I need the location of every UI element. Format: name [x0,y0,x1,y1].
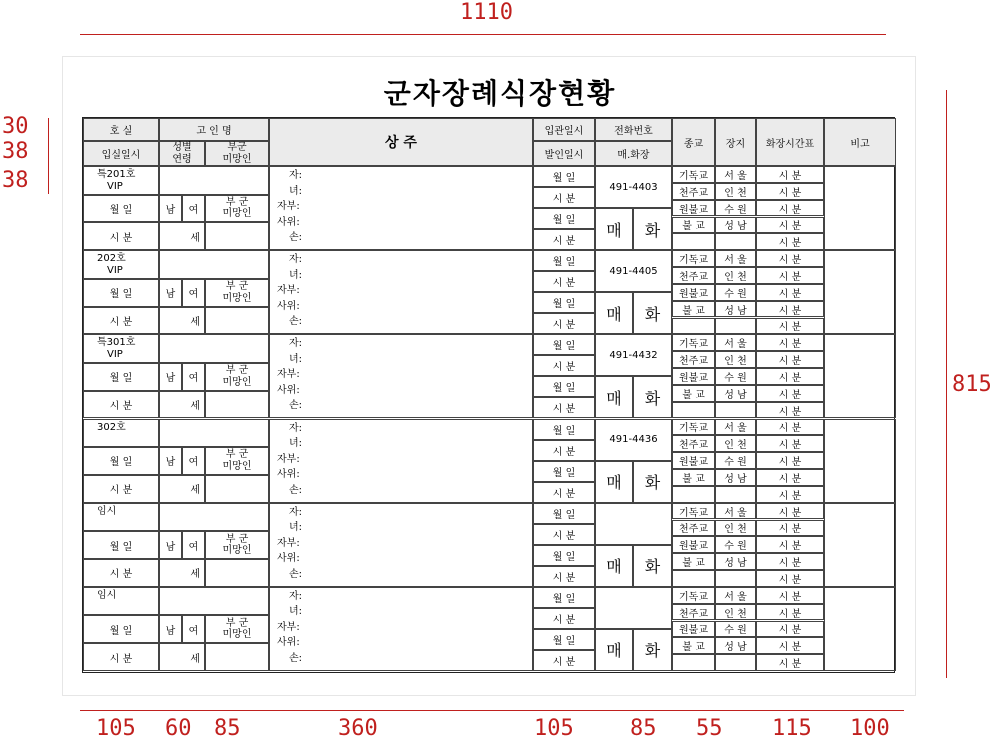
entry-date-cell: 월 일 [83,279,159,307]
religion-cell: 불 교 [672,301,715,318]
cremation-slot-cell: 시 분 [756,368,824,385]
spouse-label: 부 군 [225,196,249,208]
note-cell [824,419,896,503]
mourner-cell [269,166,533,250]
header-deceased: 고 인 명 [159,118,269,141]
religion-cell [672,318,715,335]
mourner-label-grandchild: 손: [289,484,303,496]
left-dimension-label-1: 30 [2,114,29,139]
religion-cell: 불 교 [672,637,715,654]
room-name: 특301호 [97,337,136,349]
phone-number-cell: 491-4436 [595,419,672,461]
departure-date: 월 일 [533,208,595,229]
age-cell: 세 [159,307,205,335]
gender-male: 남 [159,363,182,391]
header-burial: 장지 [715,118,756,166]
departure-time: 시 분 [533,397,595,418]
bottom-dimension-label: 60 [165,716,192,741]
deceased-name-cell [159,503,269,532]
spouse-label: 부 군 [225,617,249,629]
blank-cell [205,643,269,671]
coffin-time: 시 분 [533,440,595,461]
mourner-label-son_in_law: 사위: [277,216,300,228]
room-name: 임시 [97,505,117,517]
mourner-cell [269,334,533,418]
cremation-option-cell: 화 [633,208,672,250]
widow-label: 미망인 [222,629,252,641]
mourner-cell [269,250,533,334]
gender-male: 남 [159,447,182,475]
cremation-option-cell: 화 [633,629,672,671]
header-gender: 성별 [172,141,192,153]
mourner-label-grandchild: 손: [289,232,303,243]
phone-number-cell: 491-4403 [595,166,672,208]
burial-option-cell: 매 [595,376,633,418]
religion-cell [672,654,715,671]
mourner-label-son_in_law: 사위: [277,553,300,565]
widow-label: 미망인 [222,460,252,472]
religion-cell [672,570,715,587]
burial-option-cell: 매 [595,208,633,250]
religion-cell: 천주교 [672,267,715,284]
coffin-time: 시 분 [533,608,595,629]
departure-time: 시 분 [533,566,595,587]
religion-cell: 기독교 [672,166,715,183]
gender-female: 여 [182,363,205,391]
gender-male: 남 [159,531,182,559]
age-cell: 세 [159,559,205,587]
departure-time: 시 분 [533,229,595,250]
burial-place-cell: 성 남 [715,217,756,234]
header-burial-type: 매.화장 [595,141,672,166]
spouse-widow-cell [205,615,269,643]
religion-cell: 원불교 [672,200,715,217]
burial-place-cell: 인 천 [715,351,756,368]
room-sub: VIP [107,181,123,192]
burial-place-cell: 수 원 [715,621,756,638]
mourner-label-son: 자: [289,590,303,602]
header-departure-time: 발인일시 [533,141,595,166]
mourner-cell [269,419,533,503]
bottom-dimension-label: 105 [96,716,136,741]
burial-place-cell [715,402,756,419]
mourner-cell [269,587,533,671]
burial-place-cell: 성 남 [715,637,756,654]
entry-date-cell: 월 일 [83,531,159,559]
cremation-slot-cell: 시 분 [756,166,824,183]
mourner-label-son: 자: [289,254,303,266]
note-cell [824,166,896,250]
entry-time-cell: 시 분 [83,559,159,587]
cremation-slot-cell: 시 분 [756,402,824,419]
phone-number-cell [595,503,672,545]
burial-place-cell: 서 울 [715,250,756,267]
mourner-label-son_in_law: 사위: [277,384,300,396]
room-name: 임시 [97,589,117,601]
coffin-time: 시 분 [533,355,595,376]
age-cell: 세 [159,643,205,671]
religion-cell: 불 교 [672,217,715,234]
burial-place-cell: 성 남 [715,301,756,318]
departure-date: 월 일 [533,545,595,566]
widow-label: 미망인 [222,376,252,388]
cremation-slot-cell: 시 분 [756,654,824,671]
header-note: 비고 [824,118,896,166]
gender-female: 여 [182,279,205,307]
header-spouse-widow [205,141,269,166]
gender-female: 여 [182,195,205,223]
cremation-slot-cell: 시 분 [756,621,824,638]
departure-time: 시 분 [533,650,595,671]
cremation-option-cell: 화 [633,292,672,334]
burial-place-cell: 성 남 [715,469,756,486]
mourner-label-son_in_law: 사위: [277,637,300,649]
top-dimension-label: 1110 [460,0,513,25]
header-age: 연령 [172,153,192,165]
religion-cell [672,402,715,419]
coffin-date: 월 일 [533,334,595,355]
burial-place-cell: 서 울 [715,587,756,604]
cremation-slot-cell: 시 분 [756,301,824,318]
cremation-slot-cell: 시 분 [756,435,824,452]
burial-place-cell [715,654,756,671]
gender-male: 남 [159,615,182,643]
religion-cell: 원불교 [672,368,715,385]
entry-time-cell: 시 분 [83,391,159,419]
gender-male: 남 [159,195,182,223]
cremation-option-cell: 화 [633,545,672,587]
mourner-label-daughter: 녀: [289,185,303,197]
burial-place-cell [715,233,756,250]
burial-place-cell: 수 원 [715,452,756,469]
spouse-widow-cell [205,363,269,391]
cremation-slot-cell: 시 분 [756,536,824,553]
cremation-slot-cell: 시 분 [756,604,824,621]
coffin-date: 월 일 [533,503,595,524]
header-widow: 미망인 [222,153,252,165]
mourner-label-daughter_in_law: 자부: [277,201,300,212]
room-name-cell [83,503,159,532]
cremation-slot-cell: 시 분 [756,520,824,537]
spouse-widow-cell [205,447,269,475]
burial-option-cell: 매 [595,461,633,503]
gender-male: 남 [159,279,182,307]
spouse-label: 부 군 [225,281,249,293]
deceased-name-cell [159,166,269,195]
header-religion: 종교 [672,118,715,166]
burial-option-cell: 매 [595,292,633,334]
cremation-slot-cell: 시 분 [756,334,824,351]
entry-time-cell: 시 분 [83,475,159,503]
burial-option-cell: 매 [595,545,633,587]
cremation-option-cell: 화 [633,461,672,503]
religion-cell: 불 교 [672,385,715,402]
religion-cell: 불 교 [672,469,715,486]
burial-place-cell: 수 원 [715,368,756,385]
coffin-time: 시 분 [533,524,595,545]
entry-date-cell: 월 일 [83,447,159,475]
mourner-label-son_in_law: 사위: [277,300,300,312]
burial-place-cell: 수 원 [715,536,756,553]
header-coffin-time: 입관일시 [533,118,595,141]
phone-number-cell: 491-4405 [595,250,672,292]
room-name: 202호 [97,253,126,265]
entry-time-cell: 시 분 [83,307,159,335]
mourner-label-daughter: 녀: [289,438,303,449]
blank-cell [205,391,269,419]
mourner-label-son: 자: [289,338,303,350]
religion-cell: 기독교 [672,334,715,351]
note-cell [824,587,896,671]
entry-date-cell: 월 일 [83,615,159,643]
departure-date: 월 일 [533,629,595,650]
gender-female: 여 [182,447,205,475]
cremation-slot-cell: 시 분 [756,217,824,234]
mourner-label-grandchild: 손: [289,652,303,664]
room-sub: VIP [107,349,123,361]
cremation-slot-cell: 시 분 [756,637,824,654]
cremation-slot-cell: 시 분 [756,200,824,217]
cremation-slot-cell: 시 분 [756,503,824,520]
mourner-cell [269,503,533,587]
left-dimension-line [48,118,49,194]
spouse-label: 부 군 [225,365,249,377]
cremation-slot-cell: 시 분 [756,452,824,469]
religion-cell: 원불교 [672,621,715,638]
entry-time-cell: 시 분 [83,222,159,250]
burial-place-cell: 성 남 [715,385,756,402]
age-cell: 세 [159,475,205,503]
phone-number-cell [595,587,672,629]
coffin-date: 월 일 [533,587,595,608]
mourner-label-son_in_law: 사위: [277,469,300,480]
note-cell [824,250,896,334]
cremation-slot-cell: 시 분 [756,318,824,335]
spouse-label: 부 군 [225,533,249,545]
religion-cell: 천주교 [672,435,715,452]
spouse-widow-cell [205,195,269,223]
burial-place-cell [715,318,756,335]
header-cremation: 화장시간표 [756,118,824,166]
cremation-slot-cell: 시 분 [756,267,824,284]
departure-time: 시 분 [533,482,595,503]
bottom-dimension-label: 85 [214,716,241,741]
mourner-label-daughter_in_law: 자부: [277,453,300,465]
burial-place-cell [715,570,756,587]
deceased-name-cell [159,250,269,279]
mourner-label-son: 자: [289,422,303,434]
entry-date-cell: 월 일 [83,195,159,223]
blank-cell [205,222,269,250]
religion-cell: 기독교 [672,419,715,436]
spouse-widow-cell [205,531,269,559]
entry-date-cell: 월 일 [83,363,159,391]
spouse-label: 부 군 [225,449,249,461]
mourner-label-daughter_in_law: 자부: [277,285,300,297]
burial-place-cell: 서 울 [715,166,756,183]
widow-label: 미망인 [222,292,252,304]
blank-cell [205,307,269,335]
religion-cell: 원불교 [672,452,715,469]
cremation-slot-cell: 시 분 [756,419,824,436]
room-name: 302호 [97,421,126,433]
religion-cell: 기독교 [672,503,715,520]
mourner-label-daughter: 녀: [289,269,303,281]
left-dimension-label-2: 38 [2,139,29,164]
entry-time-cell: 시 분 [83,643,159,671]
right-dimension-line [946,90,947,678]
cremation-slot-cell: 시 분 [756,183,824,200]
burial-place-cell: 인 천 [715,435,756,452]
burial-place-cell: 서 울 [715,419,756,436]
burial-place-cell: 인 천 [715,267,756,284]
gender-female: 여 [182,615,205,643]
religion-cell: 기독교 [672,587,715,604]
bottom-dimension-label: 360 [338,716,378,741]
burial-place-cell: 수 원 [715,284,756,301]
note-cell [824,503,896,587]
age-cell: 세 [159,222,205,250]
gender-female: 여 [182,531,205,559]
note-cell [824,334,896,418]
mourner-label-grandchild: 손: [289,400,303,412]
cremation-slot-cell: 시 분 [756,553,824,570]
religion-cell [672,233,715,250]
cremation-slot-cell: 시 분 [756,486,824,503]
cremation-slot-cell: 시 분 [756,351,824,368]
departure-date: 월 일 [533,376,595,397]
burial-place-cell: 인 천 [715,183,756,200]
mourner-label-daughter: 녀: [289,522,303,534]
religion-cell: 원불교 [672,284,715,301]
bottom-dimension-label: 105 [534,716,574,741]
religion-cell: 천주교 [672,183,715,200]
cremation-slot-cell: 시 분 [756,233,824,250]
cremation-slot-cell: 시 분 [756,570,824,587]
age-cell: 세 [159,391,205,419]
room-name-cell [83,587,159,616]
coffin-time: 시 분 [533,271,595,292]
bottom-dimension-label: 85 [630,716,657,741]
burial-place-cell: 인 천 [715,520,756,537]
mourner-label-son: 자: [289,170,303,181]
deceased-name-cell [159,334,269,363]
coffin-date: 월 일 [533,419,595,440]
burial-place-cell: 서 울 [715,334,756,351]
burial-place-cell [715,486,756,503]
header-spouse: 부군 [227,141,247,153]
left-dimension-label-3: 38 [2,168,29,193]
mourner-label-daughter: 녀: [289,606,303,618]
religion-cell: 기독교 [672,250,715,267]
spouse-widow-cell [205,279,269,307]
widow-label: 미망인 [222,208,252,220]
burial-option-cell: 매 [595,629,633,671]
cremation-slot-cell: 시 분 [756,385,824,402]
coffin-time: 시 분 [533,187,595,208]
deceased-name-cell [159,419,269,448]
room-sub: VIP [107,265,123,277]
departure-date: 월 일 [533,461,595,482]
bottom-dimension-line [80,710,904,711]
religion-cell: 천주교 [672,604,715,621]
mourner-label-daughter_in_law: 자부: [277,621,300,633]
mourner-label-grandchild: 손: [289,316,303,328]
cremation-slot-cell: 시 분 [756,587,824,604]
mourner-label-daughter_in_law: 자부: [277,369,300,381]
burial-place-cell: 서 울 [715,503,756,520]
cremation-slot-cell: 시 분 [756,284,824,301]
burial-place-cell: 수 원 [715,200,756,217]
deceased-name-cell [159,587,269,616]
bottom-dimension-label: 55 [696,716,723,741]
religion-cell: 원불교 [672,536,715,553]
header-mourner: 상 주 [269,118,533,166]
header-gender-age [159,141,205,166]
religion-cell: 불 교 [672,553,715,570]
top-dimension-line [80,34,886,35]
cremation-slot-cell: 시 분 [756,469,824,486]
religion-cell [672,486,715,503]
header-room: 호 실 [83,118,159,141]
mourner-label-son: 자: [289,506,303,518]
blank-cell [205,559,269,587]
page-title: 군자장례식장현황 [383,77,617,110]
bottom-dimension-label: 115 [772,716,812,741]
header-entry-time: 입실일시 [83,141,159,166]
header-phone: 전화번호 [595,118,672,141]
bottom-dimension-label: 100 [850,716,890,741]
mourner-label-daughter: 녀: [289,353,303,365]
cremation-slot-cell: 시 분 [756,250,824,267]
blank-cell [205,475,269,503]
right-dimension-label: 815 [952,372,992,397]
burial-place-cell: 인 천 [715,604,756,621]
status-table [82,117,895,673]
mourner-label-daughter_in_law: 자부: [277,537,300,549]
religion-cell: 천주교 [672,351,715,368]
burial-place-cell: 성 남 [715,553,756,570]
departure-time: 시 분 [533,313,595,334]
cremation-option-cell: 화 [633,376,672,418]
coffin-date: 월 일 [533,250,595,271]
religion-cell: 천주교 [672,520,715,537]
departure-date: 월 일 [533,292,595,313]
phone-number-cell: 491-4432 [595,334,672,376]
room-name: 특201호 [97,169,136,180]
widow-label: 미망인 [222,545,252,557]
coffin-date: 월 일 [533,166,595,187]
mourner-label-grandchild: 손: [289,568,303,580]
